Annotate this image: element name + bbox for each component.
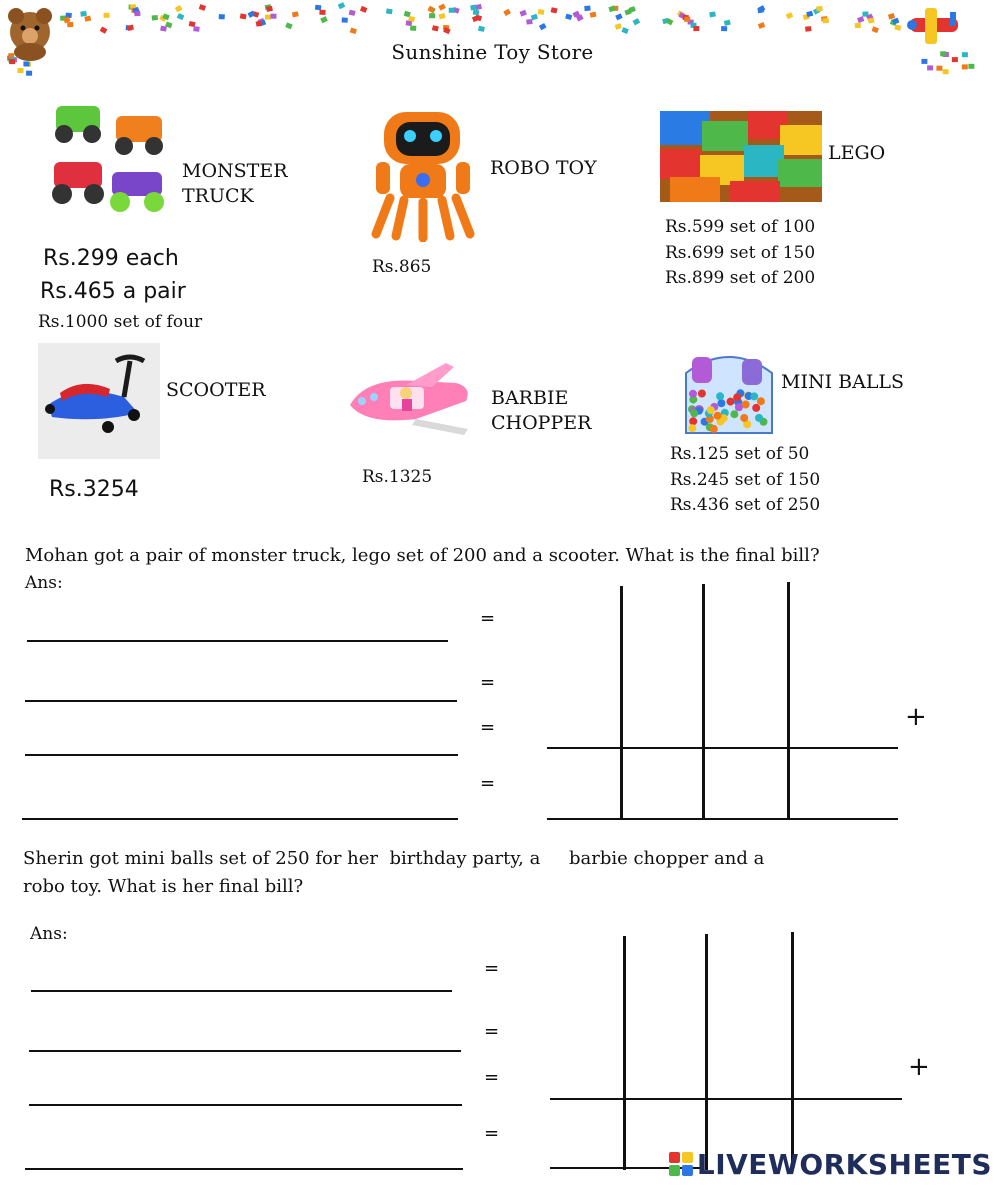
q1-grid-column-line-3 [787, 582, 790, 820]
q2-grid-sum-line [550, 1098, 902, 1100]
monster-truck-price-each: Rs.299 each [43, 246, 179, 271]
q1-equals-3: = [480, 717, 496, 738]
q2-plus-sign: + [908, 1052, 930, 1082]
q1-answer-line-1[interactable] [27, 640, 448, 642]
q2-answer-line-3[interactable] [29, 1104, 462, 1106]
q1-grid-bottom-line [547, 818, 898, 820]
liveworksheets-watermark: LIVEWORKSHEETS [669, 1148, 992, 1181]
q2-equals-1: = [484, 958, 500, 979]
robo-toy-price: Rs.865 [372, 257, 432, 277]
monster-truck-image [50, 98, 172, 220]
scooter-price: Rs.3254 [49, 477, 139, 502]
liveworksheets-logo-icon [669, 1152, 693, 1176]
toy-plane-icon [907, 8, 958, 44]
q1-equals-4: = [480, 773, 496, 794]
q2-equals-2: = [484, 1021, 500, 1042]
q1-answer-line-4[interactable] [22, 818, 458, 820]
q2-grid-column-line-2 [705, 934, 708, 1170]
robo-toy-image [370, 106, 478, 242]
q2-equals-4: = [484, 1123, 500, 1144]
lego-label: LEGO [828, 142, 886, 164]
lego-prices: Rs.599 set of 100 Rs.699 set of 150 Rs.899 set of 200 [665, 217, 816, 288]
barbie-chopper-image [346, 357, 480, 441]
barbie-chopper-label: BARBIE CHOPPER [491, 387, 592, 434]
mini-balls-image [682, 347, 776, 437]
q1-equals-2: = [480, 672, 496, 693]
q2-answer-line-2[interactable] [29, 1050, 461, 1052]
q2-answer-line-1[interactable] [31, 990, 452, 992]
q1-grid-column-line-1 [620, 586, 623, 820]
q2-equals-3: = [484, 1067, 500, 1088]
q1-grid-column-line-2 [702, 584, 705, 820]
question-1-ans-label: Ans: [25, 573, 63, 593]
scooter-image [38, 343, 160, 459]
q2-grid-column-line-1 [623, 936, 626, 1170]
robo-toy-label: ROBO TOY [490, 157, 597, 179]
lego-image [660, 111, 822, 202]
question-2-ans-label: Ans: [30, 924, 68, 944]
monster-truck-label: MONSTER TRUCK [182, 160, 288, 207]
scooter-label: SCOOTER [166, 379, 266, 401]
q2-grid-column-line-3 [791, 932, 794, 1170]
q1-answer-line-2[interactable] [25, 700, 457, 702]
mini-balls-prices: Rs.125 set of 50 Rs.245 set of 150 Rs.436 set of 250 [670, 444, 821, 515]
q1-plus-sign: + [905, 702, 927, 732]
page-title: Sunshine Toy Store [391, 40, 594, 64]
q1-equals-1: = [480, 608, 496, 629]
question-1-text: Mohan got a pair of monster truck, lego set of 200 and a scooter. What is the final bill? [25, 545, 820, 566]
barbie-chopper-price: Rs.1325 [362, 467, 433, 487]
monster-truck-price-pair: Rs.465 a pair [40, 279, 186, 304]
mini-balls-label: MINI BALLS [781, 371, 905, 393]
q1-answer-line-3[interactable] [25, 754, 458, 756]
monster-truck-price-set: Rs.1000 set of four [38, 312, 203, 332]
q1-grid-sum-line [547, 747, 898, 749]
q2-answer-line-4[interactable] [25, 1168, 463, 1170]
question-2-text: Sherin got mini balls set of 250 for her birthday party, a barbie chopper and a robo toy. What is her final bill? [23, 848, 765, 897]
